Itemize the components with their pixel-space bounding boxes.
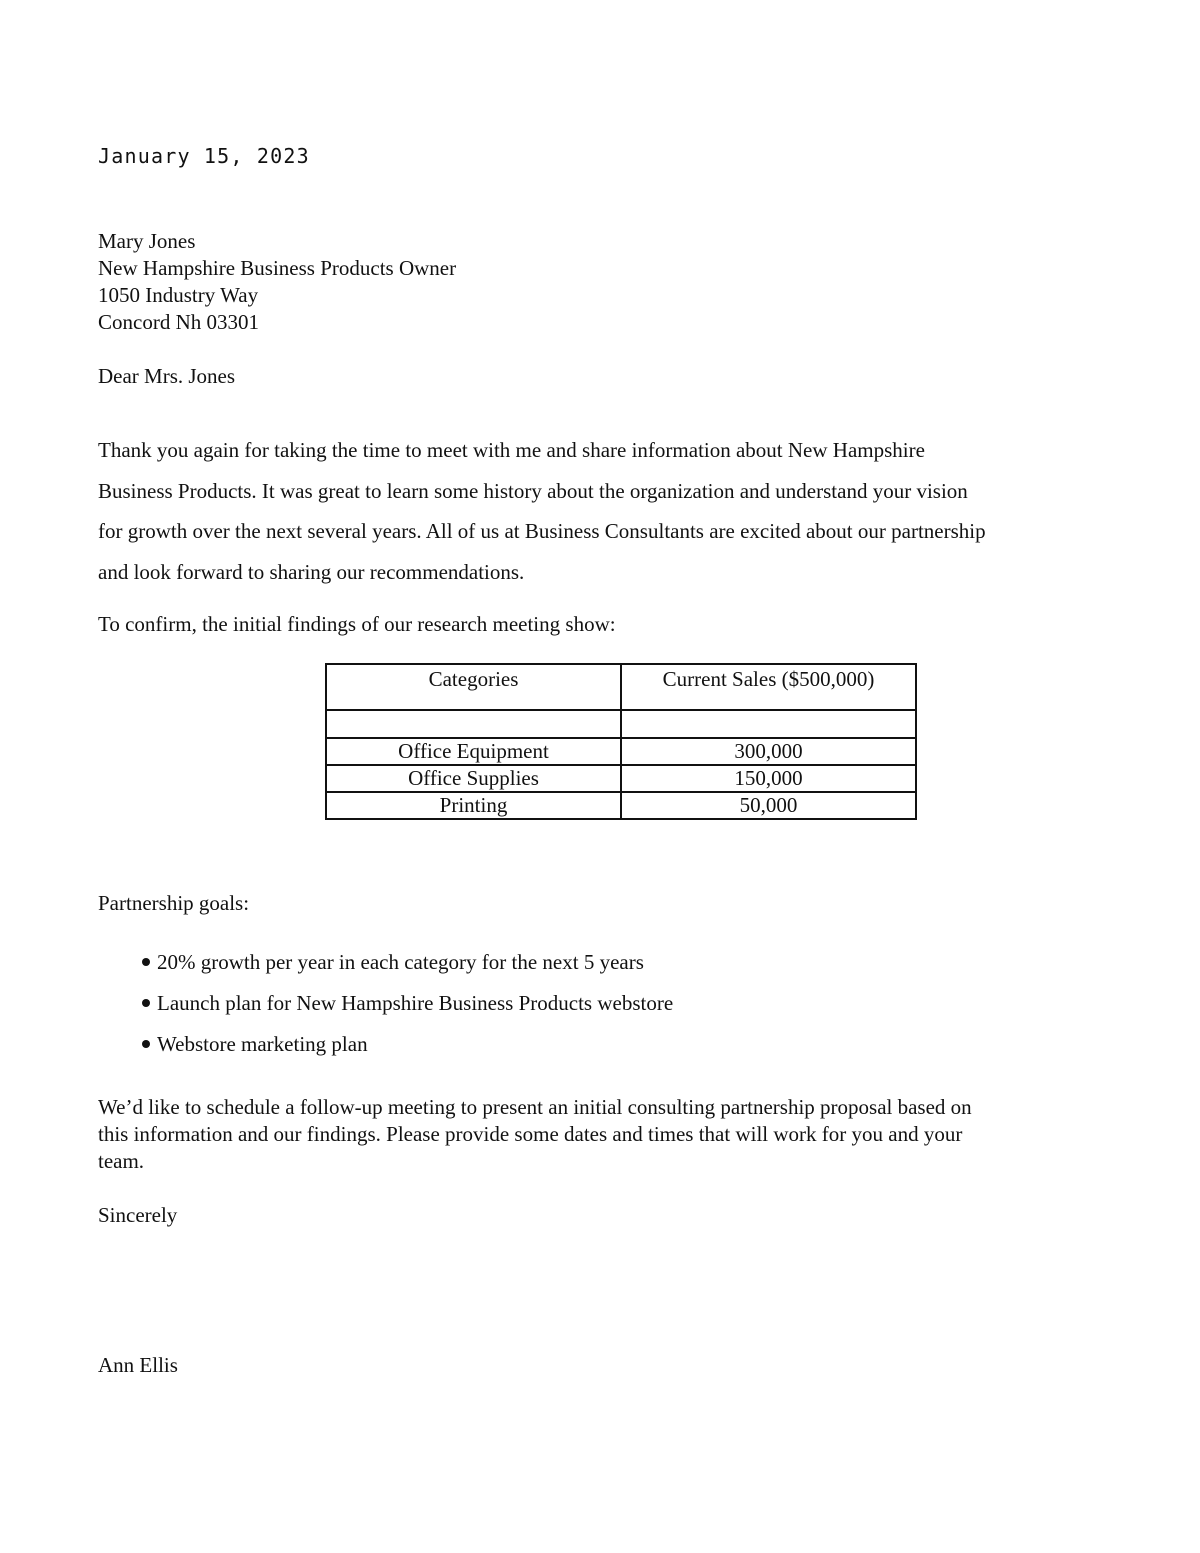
followup-line: team.	[98, 1149, 145, 1173]
bullet-icon	[142, 999, 150, 1007]
intro-paragraph	[98, 430, 1098, 592]
header-current-sales: Current Sales ($500,000)	[621, 664, 916, 710]
intro-line: for growth over the next several years. All of us at Business Consultants are excited about our partnership	[98, 519, 986, 543]
recipient-street: 1050 Industry Way	[98, 283, 259, 307]
table-cell-empty	[326, 710, 621, 738]
category-cell: Printing	[326, 792, 621, 819]
table-row	[326, 792, 916, 819]
sales-cell: 150,000	[621, 765, 916, 792]
intro-line: Business Products. It was great to learn some history about the organization and understand your vision	[98, 478, 968, 503]
recipient-name: Mary Jones	[98, 229, 196, 253]
findings-table	[325, 663, 917, 820]
letter-date: January 15, 2023	[98, 144, 310, 168]
recipient-title: New Hampshire Business Products Owner	[98, 256, 457, 280]
bullet-icon	[142, 1040, 150, 1048]
category-cell: Office Equipment	[326, 738, 621, 765]
salutation: Dear Mrs. Jones	[98, 364, 236, 388]
followup-line: this information and our findings. Please provide some dates and times that will work for you and your	[98, 1122, 963, 1146]
list-item	[142, 1024, 673, 1065]
goal-text: Webstore marketing plan	[157, 1032, 368, 1056]
table-header-row	[326, 664, 916, 710]
list-item	[142, 983, 673, 1024]
followup-line: We’d like to schedule a follow-up meeting to present an initial consulting partnership proposal based on	[98, 1095, 972, 1119]
closing: Sincerely	[98, 1203, 178, 1227]
bullet-icon	[142, 958, 150, 966]
category-cell: Office Supplies	[326, 765, 621, 792]
intro-line: Thank you again for taking the time to meet with me and share information about New Hampshire	[98, 438, 925, 462]
table-row	[326, 765, 916, 792]
recipient-address	[98, 228, 456, 336]
followup-paragraph	[98, 1094, 1098, 1175]
goal-text: Launch plan for New Hampshire Business Products webstore	[157, 991, 674, 1015]
sales-cell: 300,000	[621, 738, 916, 765]
list-item	[142, 942, 673, 983]
goals-list	[142, 942, 673, 1065]
sales-cell: 50,000	[621, 792, 916, 819]
signature-name: Ann Ellis	[98, 1353, 178, 1377]
confirm-line: To confirm, the initial findings of our research meeting show:	[98, 612, 616, 636]
intro-line: and look forward to sharing our recommendations.	[98, 559, 525, 584]
recipient-city: Concord Nh 03301	[98, 310, 259, 334]
header-categories: Categories	[326, 664, 621, 710]
goals-label: Partnership goals:	[98, 891, 250, 915]
table-row	[326, 738, 916, 765]
table-cell-empty	[621, 710, 916, 738]
table-blank-row	[326, 710, 916, 738]
goal-text: 20% growth per year in each category for the next 5 years	[157, 950, 644, 974]
